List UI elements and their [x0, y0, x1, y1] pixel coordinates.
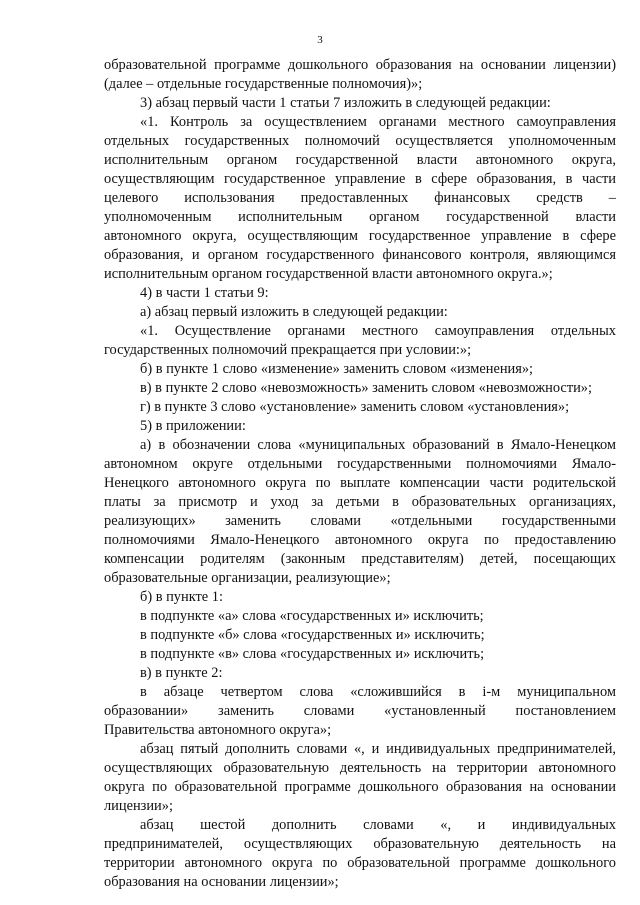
text-line: платы за присмотр и уход за детьми в образовательных организациях,: [104, 494, 616, 510]
text-line: автономного округа, осуществляющим государственное управление в сфере: [104, 228, 616, 244]
page-number: 3: [317, 34, 323, 46]
text-line: автономном округе отдельными государственными полномочиями Ямало-: [104, 456, 616, 472]
text-line: образования, и органом государственного финансового контроля, являющимся: [104, 247, 616, 263]
text-line: абзац пятый дополнить словами «, и индивидуальных предпринимателей,: [140, 741, 616, 757]
text-line: г) в пункте 3 слово «установление» заменить словом «установления»;: [140, 399, 570, 415]
text-line: в подпункте «а» слова «государственных и» исключить;: [140, 608, 484, 624]
text-line: в подпункте «б» слова «государственных и» исключить;: [140, 627, 485, 643]
text-line: образования на основании лицензии»;: [104, 874, 339, 890]
text-line: предпринимателей, осуществляющих образовательную деятельность на: [104, 836, 616, 852]
document-body: [104, 56, 616, 892]
text-line: Правительства автономного округа»;: [104, 722, 332, 738]
text-line: б) в пункте 1:: [140, 589, 223, 605]
text-line: реализующих» заменить словами «отдельными государственными: [104, 513, 616, 529]
text-line: а) абзац первый изложить в следующей редакции:: [140, 304, 448, 320]
text-line: 5) в приложении:: [140, 418, 246, 434]
text-line: образовании» заменить словами «установленный постановлением: [104, 703, 616, 719]
text-line: лицензии»;: [104, 798, 173, 814]
text-line: абзац шестой дополнить словами «, и индивидуальных: [140, 817, 616, 833]
text-line: Ненецкого автономного округа по выплате компенсации части родительской: [104, 475, 616, 491]
text-line: осуществляющим государственное управление в сфере образования, в части: [104, 171, 616, 187]
text-line: исполнительным органом государственной власти автономного округа.»;: [104, 266, 553, 282]
text-line: компенсации родителям (законным представителям) детей, посещающих: [104, 551, 616, 567]
text-line: уполномоченным исполнительным органом государственной власти: [104, 209, 616, 225]
text-line: а) в обозначении слова «муниципальных образований в Ямало-Ненецком: [140, 437, 616, 453]
text-line: образовательные организации, реализующие»;: [104, 570, 391, 586]
text-line: государственных полномочий прекращается при условии:»;: [104, 342, 472, 358]
text-line: целевого использования предоставленных финансовых средств –: [104, 190, 616, 206]
text-line: полномочиями Ямало-Ненецкого автономного округа по предоставлению: [104, 532, 616, 548]
text-line: 3) абзац первый части 1 статьи 7 изложить в следующей редакции:: [140, 95, 551, 111]
text-line: округа по образовательной программе дошкольного образования на основании: [104, 779, 616, 795]
text-line: б) в пункте 1 слово «изменение» заменить словом «изменения»;: [140, 361, 534, 377]
text-line: в) в пункте 2 слово «невозможность» заменить словом «невозможности»;: [140, 380, 592, 396]
text-line: «1. Контроль за осуществлением органами местного самоуправления: [140, 114, 616, 130]
text-line: отдельных государственных полномочий осуществляется уполномоченным: [104, 133, 616, 149]
text-line: «1. Осуществление органами местного самоуправления отдельных: [140, 323, 616, 339]
text-line: осуществляющих образовательную деятельность на территории автономного: [104, 760, 616, 776]
text-line: в абзаце четвертом слова «сложившийся в i-м муниципальном: [140, 684, 616, 700]
text-line: в) в пункте 2:: [140, 665, 223, 681]
text-line: образовательной программе дошкольного образования на основании лицензии): [104, 57, 616, 73]
text-line: территории автономного округа по образовательной программе дошкольного: [104, 855, 616, 871]
text-line: 4) в части 1 статьи 9:: [140, 285, 269, 301]
text-line: исполнительным органом государственной власти автономного округа,: [104, 152, 616, 168]
text-line: (далее – отдельные государственные полномочия)»;: [104, 76, 423, 92]
text-line: в подпункте «в» слова «государственных и» исключить;: [140, 646, 485, 662]
